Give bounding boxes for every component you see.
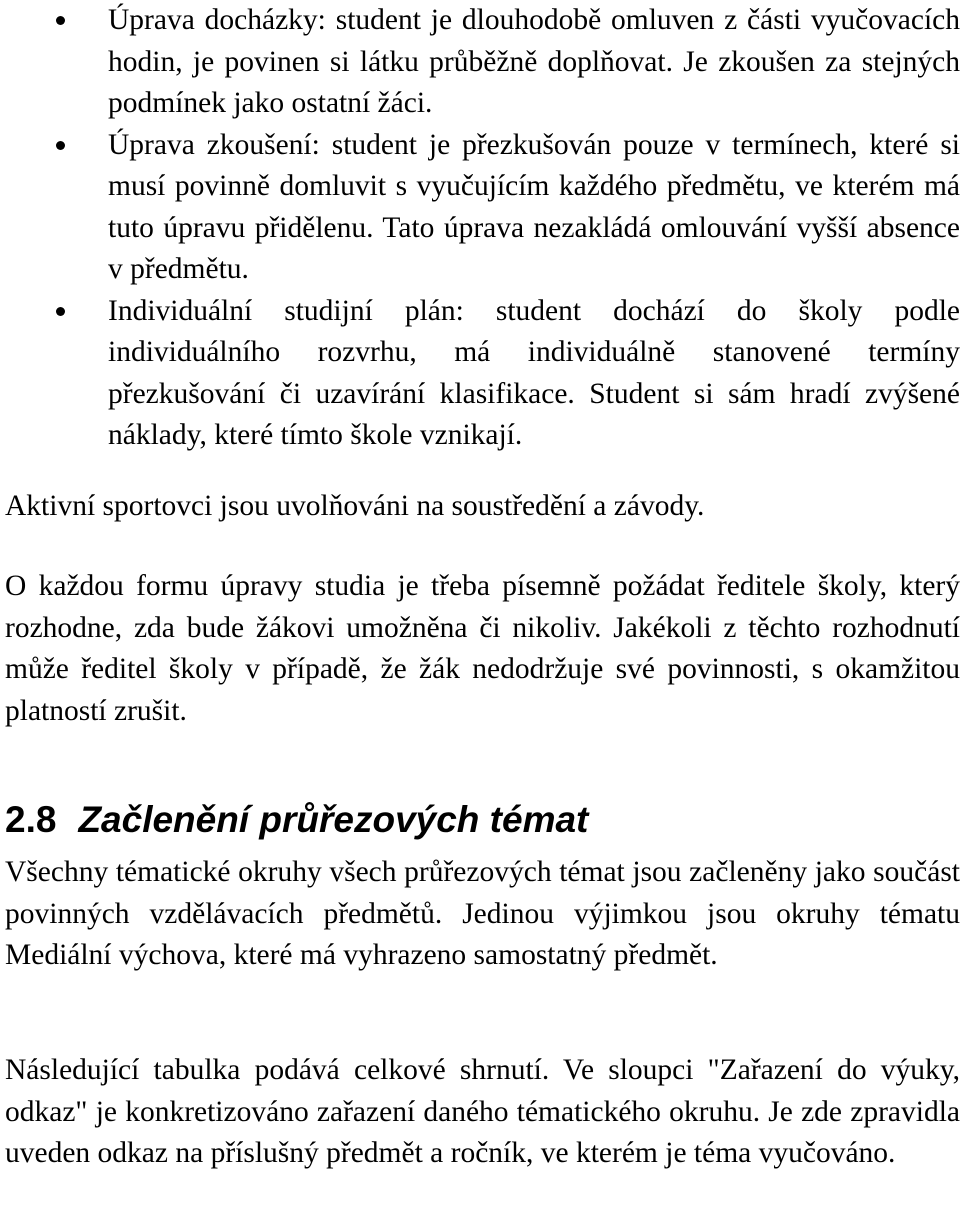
bullet-dot-icon — [56, 307, 65, 316]
bullet-text-attendance: Úprava docházky: student je dlouhodobě omluven z části vyučovacích hodin, je povinen si látku průběžně doplňovat. Je zkoušen za stejných podmínek jako ostatní žáci. — [108, 4, 960, 119]
section-title: Začlenění průřezových témat — [78, 799, 589, 840]
section-heading — [5, 796, 588, 844]
bullet-text-examination: Úprava zkoušení: student je přezkušován pouze v termínech, které si musí povinně domluvit s vyučujícím každého předmětu, ve kterém má tuto úpravu přidělenu. Tato úprava nezakládá omlouvání vyšší absence v předmětu. — [108, 128, 960, 285]
paragraph-request: O každou formu úpravy studia je třeba písemně požádat ředitele školy, který rozhodne, zda bude žákovi umožněna či nikoliv. Jakékoli z těchto rozhodnutí může ředitel školy v případě, že žák nedodržuje své povinnosti, s okamžitou platností zrušit. — [5, 570, 960, 727]
bullet-dot-icon — [56, 16, 65, 25]
paragraph-themes: Všechny tématické okruhy všech průřezových témat jsou začleněny jako součást povinných vzdělávacích předmětů. Jedinou výjimkou jsou okruhy tématu Mediální výchova, které má vyhrazeno samostatný předmět. — [5, 856, 960, 971]
bullet-dot-icon — [56, 141, 65, 150]
bullet-item-attendance — [0, 0, 960, 125]
paragraph-summary: Následující tabulka podává celkové shrnutí. Ve sloupci "Zařazení do výuky, odkaz" je konkretizováno zařazení daného tématického okruhu. Je zde zpravidla uveden odkaz na příslušný předmět a ročník, ve kterém je téma vyučováno. — [5, 1054, 960, 1169]
paragraph-athletes: Aktivní sportovci jsou uvolňováni na soustředění a závody. — [5, 490, 705, 522]
bullet-item-examination — [0, 125, 960, 291]
section-number: 2.8 — [5, 799, 57, 840]
bullet-item-individual-plan — [0, 291, 960, 457]
bullet-text-individual-plan: Individuální studijní plán: student dochází do školy podle individuálního rozvrhu, má individuálně stanovené termíny přezkušování či uzavírání klasifikace. Student si sám hradí zvýšené náklady, které tímto škole vznikají. — [108, 294, 960, 451]
adjustment-bullet-list — [0, 0, 960, 457]
